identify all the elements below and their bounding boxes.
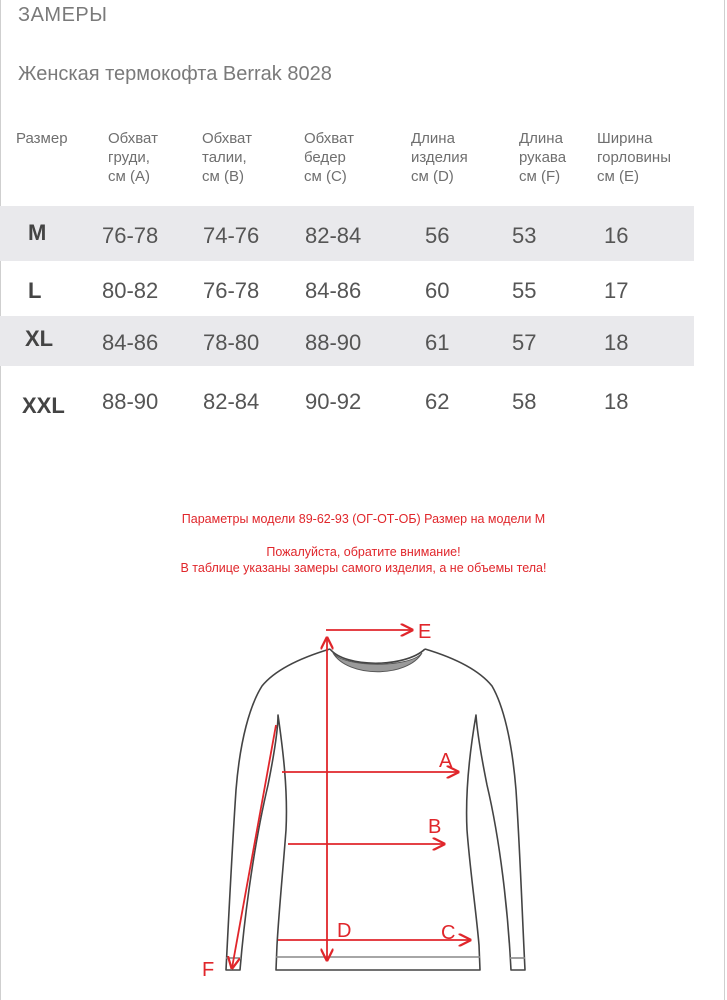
cell-xxl-hips: 90-92 [305, 389, 362, 414]
collar-trim [333, 653, 422, 672]
cell-m-sleeve: 53 [512, 223, 537, 248]
label-b: B [428, 816, 442, 838]
section-title: ЗАМЕРЫ [18, 4, 108, 26]
cell-xl-waist: 78-80 [203, 330, 260, 355]
product-title: Женская термокофта Berrak 8028 [18, 63, 332, 85]
cell-l-hips: 84-86 [305, 278, 362, 303]
cell-m-neck: 16 [604, 223, 629, 248]
label-e: E [418, 621, 432, 643]
model-params-note: Параметры модели 89-62-93 (ОГ-ОТ-ОБ) Размер на модели M [181, 512, 546, 526]
cell-m-waist: 74-76 [203, 223, 260, 248]
cell-xl-hips: 88-90 [305, 330, 362, 355]
cell-xxl-sleeve: 58 [512, 389, 537, 414]
size-xl: XL [25, 326, 54, 351]
attention-note: Пожалуйста, обратите внимание! [266, 545, 461, 559]
cell-l-chest: 80-82 [102, 278, 159, 303]
cell-m-hips: 82-84 [305, 223, 362, 248]
label-d: D [337, 920, 352, 942]
cell-m-length: 56 [425, 223, 450, 248]
cell-l-length: 60 [425, 278, 450, 303]
label-f: F [202, 959, 215, 981]
col-header-chest: Обхват груди, см (A) [108, 130, 158, 185]
size-xxl: XXL [22, 393, 65, 418]
size-l: L [28, 278, 42, 303]
cell-l-neck: 17 [604, 278, 629, 303]
col-header-waist: Обхват талии, см (B) [202, 130, 252, 185]
col-header-length: Длина изделия см (D) [411, 130, 468, 185]
label-a: A [439, 750, 453, 772]
cell-l-waist: 76-78 [203, 278, 260, 303]
label-c: C [441, 922, 456, 944]
garment-body [226, 649, 525, 970]
col-header-neck: Ширина горловины см (E) [597, 130, 671, 185]
warning-note: В таблице указаны замеры самого изделия, а не объемы тела! [180, 561, 547, 575]
col-header-sleeve: Длина рукава см (F) [519, 130, 567, 185]
cell-xl-sleeve: 57 [512, 330, 537, 355]
cell-xxl-chest: 88-90 [102, 389, 159, 414]
garment-outline [226, 649, 525, 970]
col-header-size: Размер [16, 130, 68, 147]
cell-xxl-length: 62 [425, 389, 450, 414]
garment-diagram [0, 600, 727, 1000]
cell-xl-chest: 84-86 [102, 330, 159, 355]
cell-xxl-waist: 82-84 [203, 389, 260, 414]
cell-l-sleeve: 55 [512, 278, 537, 303]
cell-m-chest: 76-78 [102, 223, 159, 248]
cell-xl-length: 61 [425, 330, 450, 355]
cell-xxl-neck: 18 [604, 389, 629, 414]
col-header-hips: Обхват бедер см (C) [304, 130, 354, 185]
size-m: M [28, 220, 47, 245]
cell-xl-neck: 18 [604, 330, 629, 355]
